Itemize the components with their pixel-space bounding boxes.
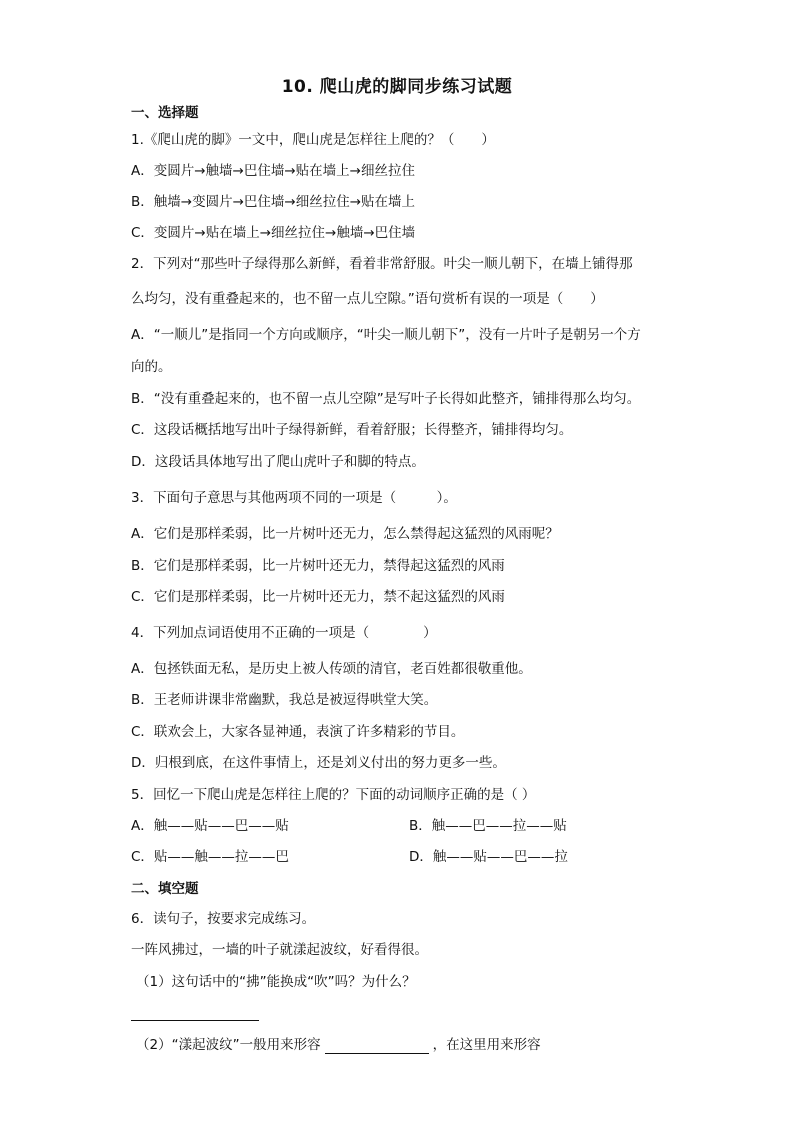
section-heading-choice: 一、选择题 (131, 105, 199, 121)
q5-option-d: D．触——贴——巴——拉 (409, 849, 568, 865)
q1-stem: 1.《爬山虎的脚》一文中，爬山虎是怎样往上爬的？（ ） (131, 132, 495, 148)
q5-option-b: B．触——巴——拉——贴 (409, 818, 567, 834)
q6-sub1: （1）这句话中的“拂”能换成“吹”吗？为什么？ (136, 974, 416, 990)
q3-stem: 3．下面句子意思与其他两项不同的一项是（ ）。 (131, 490, 457, 506)
q6-sub2 (136, 1036, 541, 1054)
q1-option-c: C．变圆片→贴在墙上→细丝拉住→触墙→巴住墙 (131, 225, 416, 241)
q6-sub1-answer-line[interactable] (131, 1020, 259, 1021)
q6-stem: 6．读句子，按要求完成练习。 (131, 911, 316, 927)
q4-option-b: B．王老师讲课非常幽默，我总是被逗得哄堂大笑。 (131, 692, 438, 708)
q2-option-a-line1: A．“一顺儿”是指同一个方向或顺序，“叶尖一顺儿朝下”，没有一片叶子是朝另一个方 (131, 327, 641, 343)
q2-option-b: B．“没有重叠起来的，也不留一点儿空隙”是写叶子长得如此整齐，铺排得那么均匀。 (131, 391, 641, 407)
q3-option-c: C．它们是那样柔弱，比一片树叶还无力，禁不起这猛烈的风雨 (131, 589, 505, 605)
page-title: 10. 爬山虎的脚同步练习试题 (281, 77, 513, 97)
q5-option-a: A．触——贴——巴——贴 (131, 818, 289, 834)
q4-stem: 4．下列加点词语使用不正确的一项是（ ） (131, 625, 437, 641)
q1-option-a: A．变圆片→触墙→巴住墙→贴在墙上→细丝拉住 (131, 163, 415, 179)
q5-option-c: C．贴——触——拉——巴 (131, 849, 289, 865)
q3-option-a: A．它们是那样柔弱，比一片树叶还无力，怎么禁得起这猛烈的风雨呢？ (131, 526, 559, 542)
q5-stem: 5．回忆一下爬山虎是怎样往上爬的？下面的动词顺序正确的是（ ） (131, 787, 536, 803)
q3-option-b: B．它们是那样柔弱，比一片树叶还无力，禁得起这猛烈的风雨 (131, 558, 505, 574)
q4-option-c: C．联欢会上，大家各显神通，表演了许多精彩的节目。 (131, 724, 465, 740)
q6-sentence: 一阵风拂过，一墙的叶子就漾起波纹，好看得很。 (131, 942, 428, 958)
q6-sub2-prefix: （2）“漾起波纹”一般用来形容 (136, 1037, 321, 1053)
q4-option-a: A．包拯铁面无私，是历史上被人传颂的清官，老百姓都很敬重他。 (131, 661, 532, 677)
q6-sub2-suffix: ，在这里用来形容 (432, 1037, 541, 1053)
q4-option-d: D．归根到底，在这件事情上，还是刘义付出的努力更多一些。 (131, 755, 506, 771)
q1-option-b: B．触墙→变圆片→巴住墙→细丝拉住→贴在墙上 (131, 194, 416, 210)
q2-option-c: C．这段话概括地写出叶子绿得新鲜，看着舒服；长得整齐，铺排得均匀。 (131, 422, 573, 438)
q6-sub2-answer-blank[interactable] (325, 1039, 429, 1054)
q2-option-d: D．这段话具体地写出了爬山虎叶子和脚的特点。 (131, 454, 425, 470)
q2-option-a-line2: 向的。 (131, 359, 172, 375)
q2-stem-line1: 2．下列对“那些叶子绿得那么新鲜，看着非常舒服。叶尖一顺儿朝下，在墙上铺得那 (131, 256, 633, 272)
section-heading-fill-in: 二、填空题 (131, 881, 199, 897)
q2-stem-line2: 么均匀，没有重叠起来的，也不留一点儿空隙。”语句赏析有误的一项是（ ） (131, 291, 604, 307)
